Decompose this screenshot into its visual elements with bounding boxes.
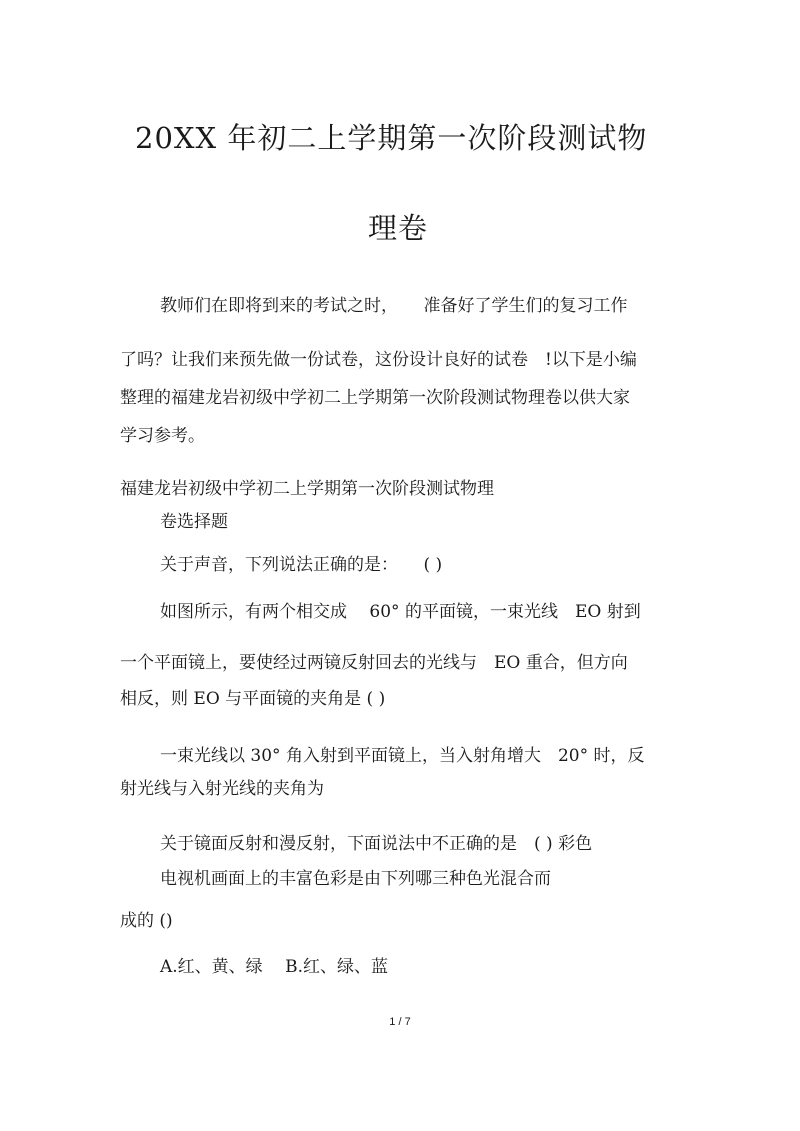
- section-heading-line-2: 卷选择题: [160, 512, 228, 532]
- question-3-line-1: 一束光线以 30° 角入射到平面镜上，当入射角增大 20° 时，反: [160, 746, 645, 766]
- title-line-2: 理卷: [368, 211, 429, 245]
- question-2-line-1: 如图所示，有两个相交成 60° 的平面镜，一束光线 EO 射到: [160, 602, 641, 622]
- question-3-line-2: 射光线与入射光线的夹角为: [120, 779, 324, 799]
- question-4: 关于镜面反射和漫反射，下面说法中不正确的是 ( ) 彩色: [160, 834, 593, 854]
- intro-line-4: 学习参考。: [120, 426, 205, 446]
- question-5-line-2: 成的 (): [120, 911, 173, 931]
- question-1: 关于声音，下列说法正确的是： ( ): [160, 555, 443, 575]
- intro-line-2: 了吗？让我们来预先做一份试卷，这份设计良好的试卷 !以下是小编: [120, 350, 637, 370]
- question-2-line-3: 相反，则 EO 与平面镜的夹角是 ( ): [120, 689, 386, 709]
- intro-line-3: 整理的福建龙岩初级中学初二上学期第一次阶段测试物理卷以供大家: [120, 388, 630, 408]
- page-number: 1 / 7: [389, 1016, 411, 1028]
- section-heading-line-1: 福建龙岩初级中学初二上学期第一次阶段测试物理: [120, 479, 494, 499]
- question-5-options: A.红、黄、绿 B.红、绿、蓝: [160, 957, 388, 977]
- question-2-line-2: 一个平面镜上，要使经过两镜反射回去的光线与 EO 重合，但方向: [120, 653, 628, 673]
- intro-line-1: 教师们在即将到来的考试之时， 准备好了学生们的复习工作: [160, 296, 628, 316]
- title-line-1: 20XX 年初二上学期第一次阶段测试物: [135, 121, 648, 155]
- question-5-line-1: 电视机画面上的丰富色彩是由下列哪三种色光混合而: [160, 869, 551, 889]
